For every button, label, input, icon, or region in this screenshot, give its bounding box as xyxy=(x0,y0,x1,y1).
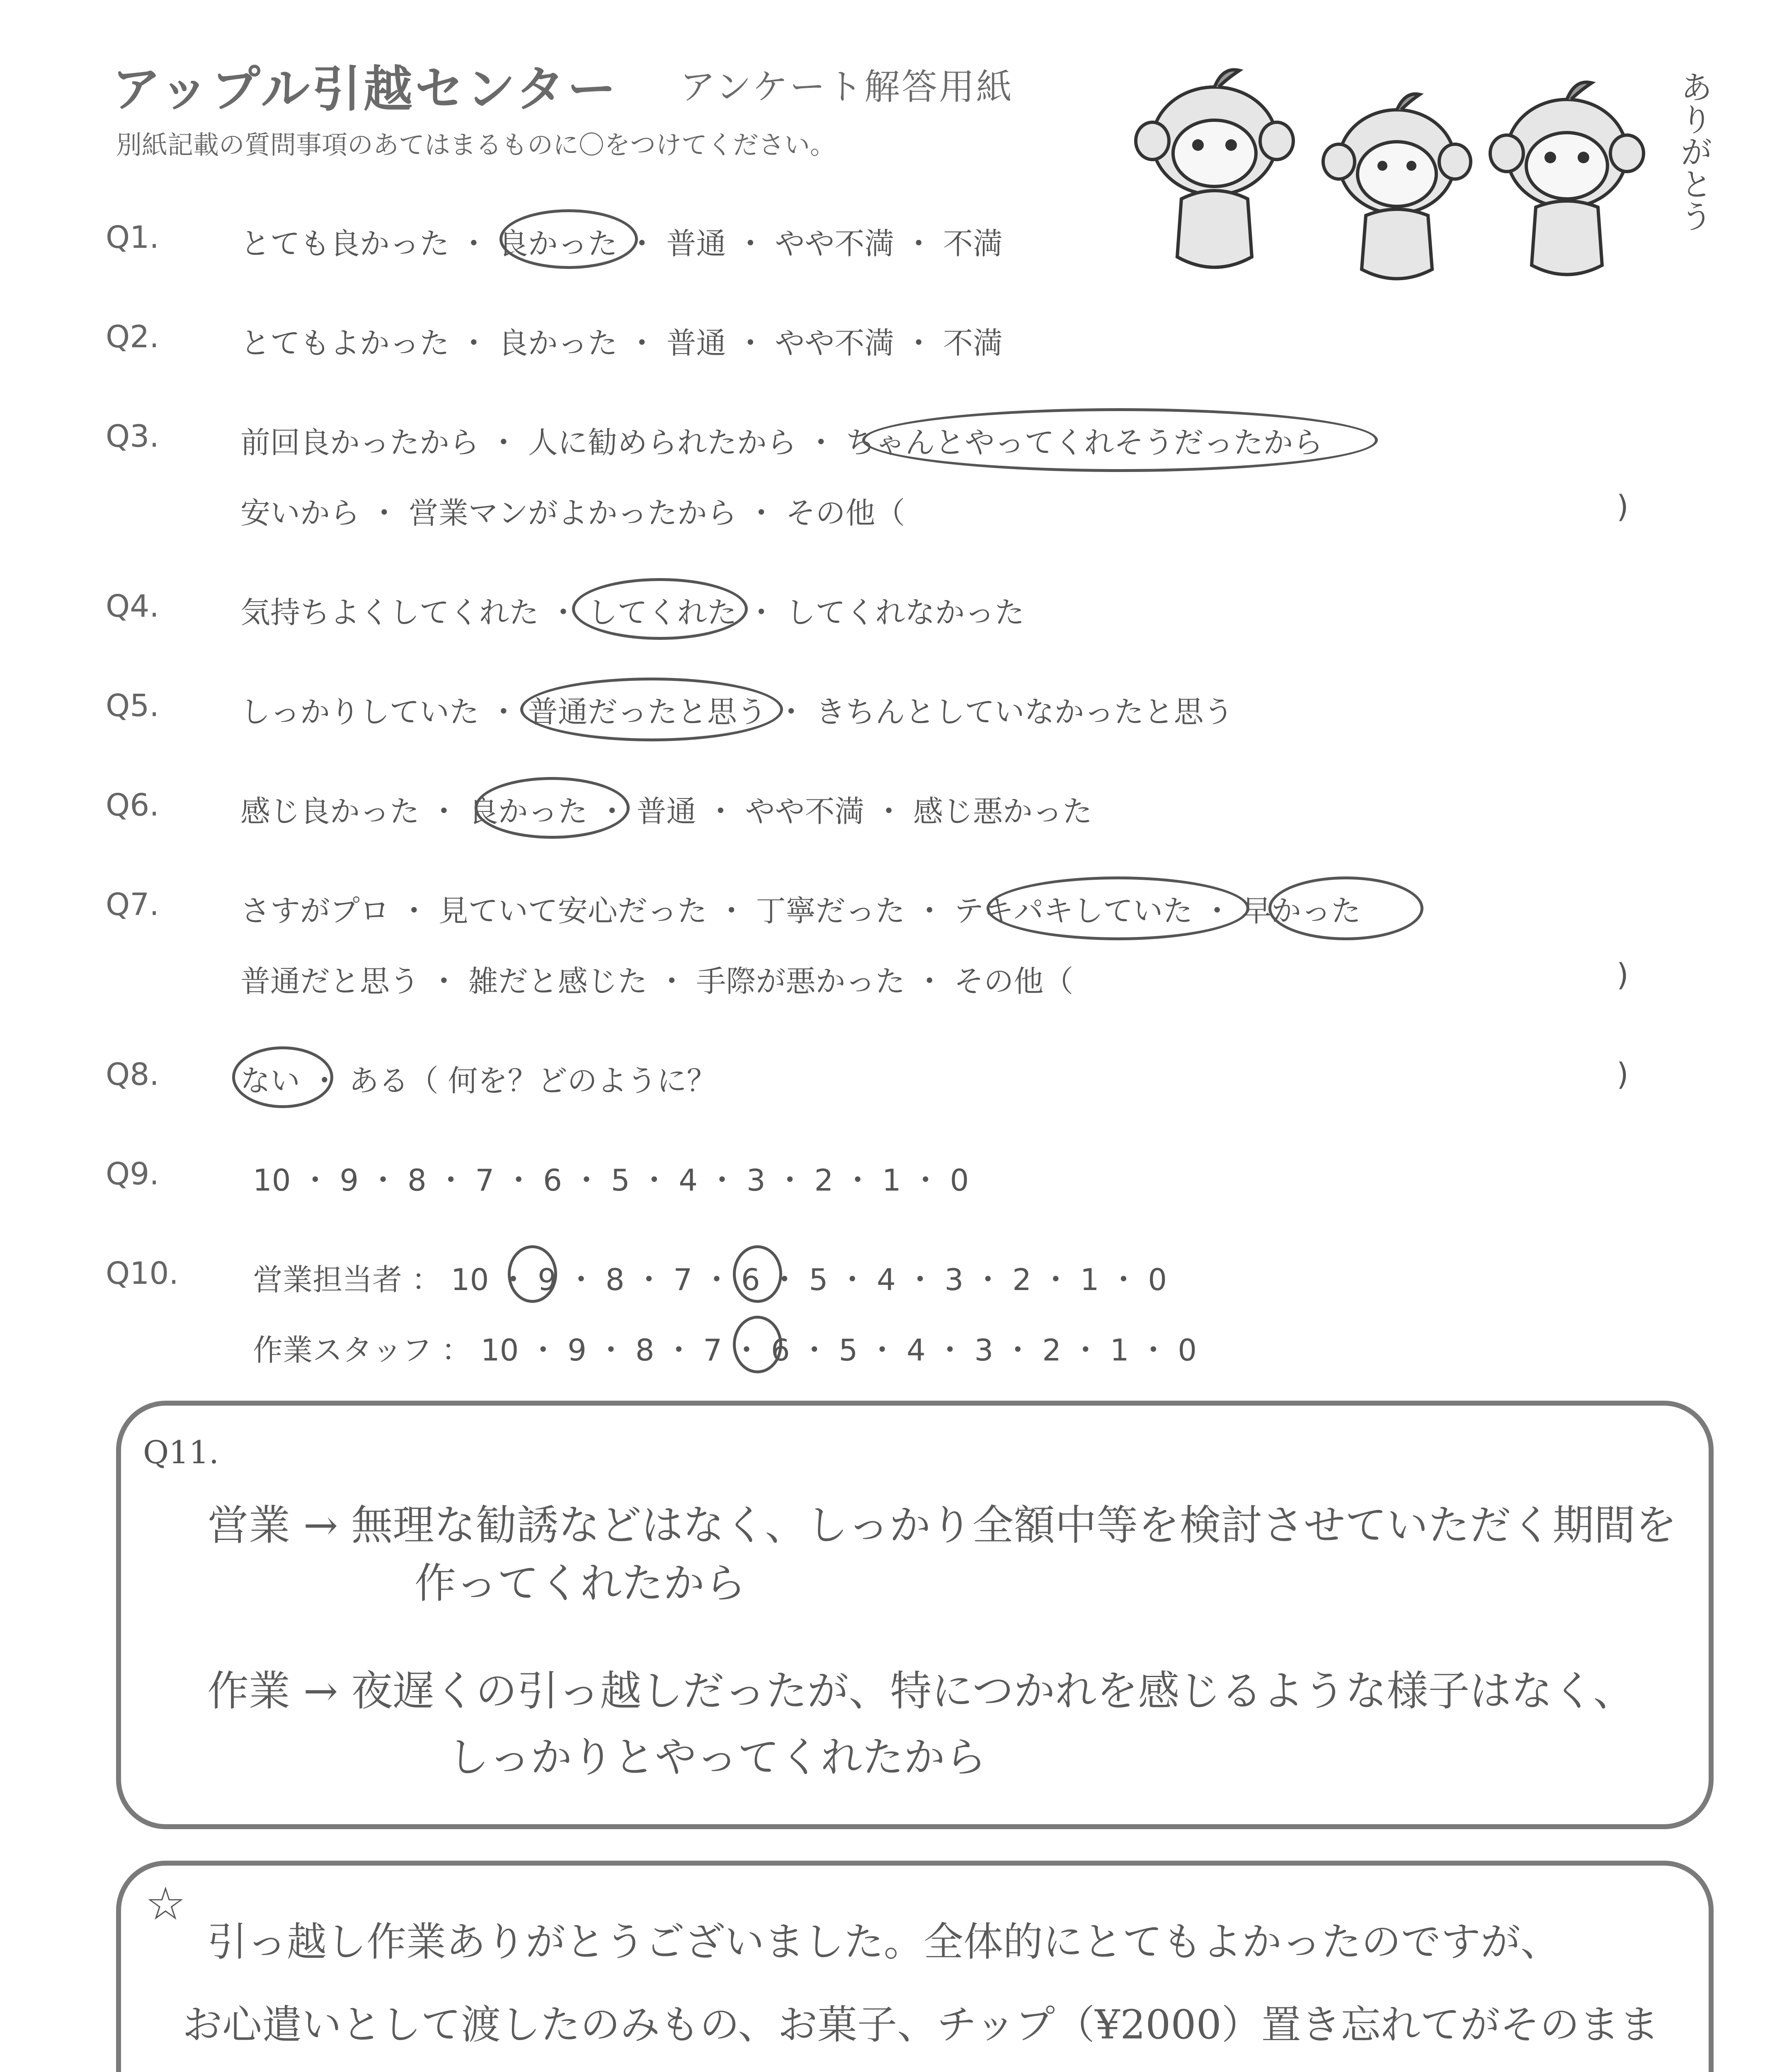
question-options: ない ・ ある（ 何を？どのように？ xyxy=(240,1063,717,1098)
monkey-mascots-illustration xyxy=(1127,62,1716,294)
answer-circle xyxy=(733,1245,782,1303)
comment-line: お心遣いとして渡したのみもの、お菓子、チップ（¥2000）置き忘れてがそのまま xyxy=(182,2002,1659,2048)
answer-circle xyxy=(520,678,783,741)
answer-circle xyxy=(572,578,748,640)
question-number: Q2. xyxy=(106,319,159,355)
question-number: Q3. xyxy=(106,419,159,454)
question-number: Q5. xyxy=(106,688,159,724)
question-options: 気持ちよくしてくれた ・ してくれた ・ してくれなかった xyxy=(240,595,1025,630)
question-options: 前回良かったから ・ 人に勧められたから ・ ちゃんとやってくれそうだったから xyxy=(240,425,1323,460)
q11-line: 作ってくれたから xyxy=(415,1559,746,1607)
q11-line: 営業 → 無理な勧誘などはなく、しっかり全額中等を検討させていただく期間を xyxy=(207,1501,1677,1549)
comment-line: 引っ越し作業ありがとうございました。全体的にとてもよかったのですが、 xyxy=(207,1919,1560,1965)
answer-circle xyxy=(987,876,1249,940)
q11-line: しっかりとやってくれたから xyxy=(448,1733,987,1782)
question-number: Q1. xyxy=(106,220,159,255)
question-number: Q9. xyxy=(106,1156,159,1192)
question-options: しっかりしていた ・ 普通だったと思う ・ きちんとしていなかったと思う xyxy=(240,695,1234,729)
question-options: 作業スタッフ ： 10 ・ 9 ・ 8 ・ 7 ・ 6 ・ 5 ・ 4 ・ 3 ・ 2 ・ 1 ・ 0 xyxy=(253,1333,1197,1368)
answer-circle xyxy=(862,408,1378,472)
answer-circle xyxy=(232,1046,333,1108)
answer-circle xyxy=(475,777,630,839)
question-options: とても良かった ・ 良かった ・ 普通 ・ やや不満 ・ 不満 xyxy=(240,226,1003,261)
question-number: Q6. xyxy=(106,787,159,823)
question-options: とてもよかった ・ 良かった ・ 普通 ・ やや不満 ・ 不満 xyxy=(240,326,1003,361)
question-number: Q4. xyxy=(106,588,159,624)
question-options: 感じ良かった ・ 良かった ・ 普通 ・ やや不満 ・ 感じ悪かった xyxy=(240,794,1093,829)
q11-label: Q11. xyxy=(143,1434,219,1471)
form-subtitle: アンケート解答用紙 xyxy=(680,66,1013,108)
close-paren: ) xyxy=(1617,489,1629,525)
question-options: 普通だと思う ・ 雑だと感じた ・ 手際が悪かった ・ その他（ xyxy=(240,964,1074,999)
instruction-text: 別紙記載の質問事項のあてはまるものに〇をつけてください。 xyxy=(116,130,836,160)
thanks-vertical-text: ありがとう xyxy=(1675,70,1712,232)
question-number: Q8. xyxy=(106,1057,159,1092)
question-options: さすがプロ ・ 見ていて安心だった ・ 丁寧だった ・ テキパキしていた ・ 早かった xyxy=(240,893,1361,928)
question-number: Q10. xyxy=(106,1256,179,1291)
answer-circle xyxy=(1268,876,1423,940)
answer-circle xyxy=(733,1316,782,1373)
close-paren: ) xyxy=(1617,1057,1629,1092)
answer-circle xyxy=(499,209,638,269)
star-icon: ☆ xyxy=(145,1877,186,1930)
company-title: アップル引越センター xyxy=(112,61,619,118)
close-paren: ) xyxy=(1617,957,1629,993)
question-options: 10 ・ 9 ・ 8 ・ 7 ・ 6 ・ 5 ・ 4 ・ 3 ・ 2 ・ 1 ・ 0 xyxy=(253,1163,969,1198)
question-options: 安いから ・ 営業マンがよかったから ・ その他（ xyxy=(240,496,905,530)
answer-circle xyxy=(508,1245,557,1303)
question-number: Q7. xyxy=(106,887,159,922)
question-options: 営業担当者 ： 10 ・ 9 ・ 8 ・ 7 ・ 6 ・ 5 ・ 4 ・ 3 ・ 2 ・ 1 ・ 0 xyxy=(253,1262,1167,1297)
q11-line: 作業 → 夜遅くの引っ越しだったが、特につかれを感じるような様子はなく、 xyxy=(207,1667,1635,1715)
